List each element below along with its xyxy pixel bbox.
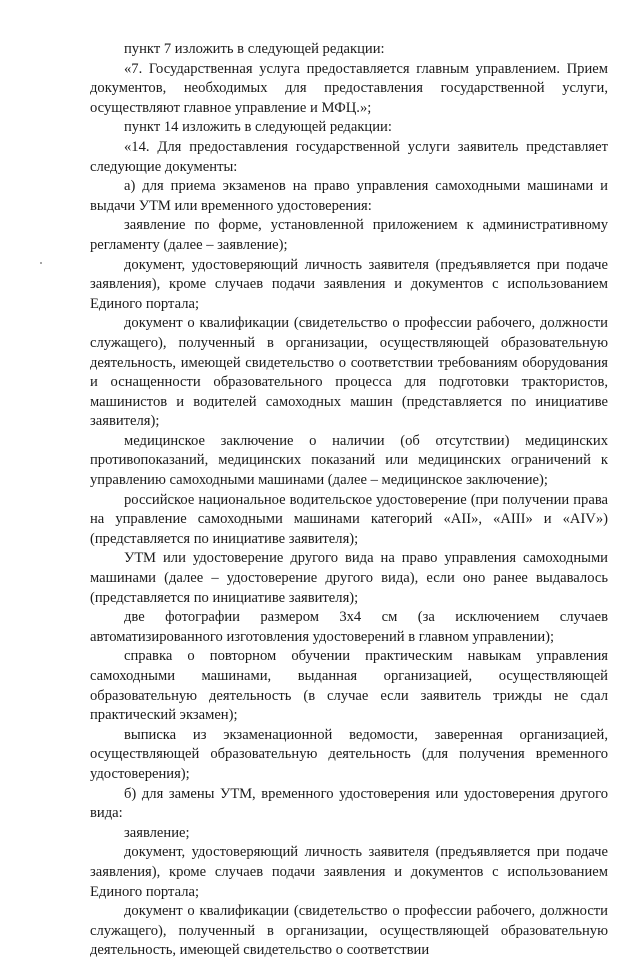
paragraph-identity-doc: документ, удостоверяющий личность заявителя (предъявляется при подаче заявления), кроме случаев подачи заявления и документов с использованием Единого портала; xyxy=(90,256,608,312)
paragraph-item-7-text: «7. Государственная услуга предоставляется главным управлением. Прием документов, необходимых для предоставления государственной услуги, осуществляют главное управление и МФЦ.»; xyxy=(90,60,608,116)
paragraph-item-7-intro: пункт 7 изложить в следующей редакции: xyxy=(124,41,385,57)
paragraph-retraining-certificate: справка о повторном обучении практическим навыкам управления самоходными машинами, выданная организацией, осуществляющей образовательную деятельность (в случае если заявитель трижды не сдал практический экзамен); xyxy=(90,648,608,724)
paragraph-application: заявление по форме, установленной приложением к административному регламенту (далее – заявление); xyxy=(90,217,608,253)
paragraph-subitem-a: а) для приема экзаменов на право управления самоходными машинами и выдачи УТМ или временного удостоверения: xyxy=(90,178,608,214)
document-body xyxy=(90,40,608,961)
paragraph-qualification-doc: документ о квалификации (свидетельство о профессии рабочего, должности служащего), полученный в организации, осуществляющей образовательную деятельность, имеющей свидетельство о соответствии требованиям оборудования и оснащенности образовательного процесса для подготовки трактористов, машинистов и водителей самоходных машин (представляется по инициативе заявителя); xyxy=(90,315,608,430)
paragraph-photos: две фотографии размером 3х4 см (за исключением случаев автоматизированного изготовления удостоверений в главном управлении); xyxy=(90,609,608,645)
paragraph-qualification-doc-2: документ о квалификации (свидетельство о профессии рабочего, должности служащего), полученный в организации, осуществляющей образовательную деятельность, имеющей свидетельство о соответствии xyxy=(90,903,608,959)
paragraph-identity-doc-2: документ, удостоверяющий личность заявителя (предъявляется при подаче заявления), кроме случаев подачи заявления и документов с использованием Единого портала; xyxy=(90,844,608,900)
paragraph-driver-license: российское национальное водительское удостоверение (при получении права на управление самоходными машинами категорий «AII», «AIII» и «AIV») (представляется по инициативе заявителя); xyxy=(90,491,608,547)
paragraph-exam-extract: выписка из экзаменационной ведомости, заверенная организацией, осуществляющей образовательную деятельность (для получения временного удостоверения); xyxy=(90,726,608,782)
paragraph-subitem-b: б) для замены УТМ, временного удостоверения или удостоверения другого вида: xyxy=(90,785,608,822)
paragraph-medical-conclusion: медицинское заключение о наличии (об отсутствии) медицинских противопоказаний, медицинских показаний или медицинских ограничений к управлению самоходными машинами (далее – медицинское заключение); xyxy=(90,432,608,489)
paragraph-item-14-text: «14. Для предоставления государственной услуги заявитель представляет следующие документы: xyxy=(90,138,608,175)
scan-speck xyxy=(40,262,42,264)
paragraph-application-short: заявление; xyxy=(124,824,190,841)
paragraph-item-14-intro: пункт 14 изложить в следующей редакции: xyxy=(124,119,392,136)
paragraph-utm-certificate: УТМ или удостоверение другого вида на право управления самоходными машинами (далее – удостоверение другого вида), если оно ранее выдавалось (представляется по инициативе заявителя); xyxy=(90,550,608,606)
